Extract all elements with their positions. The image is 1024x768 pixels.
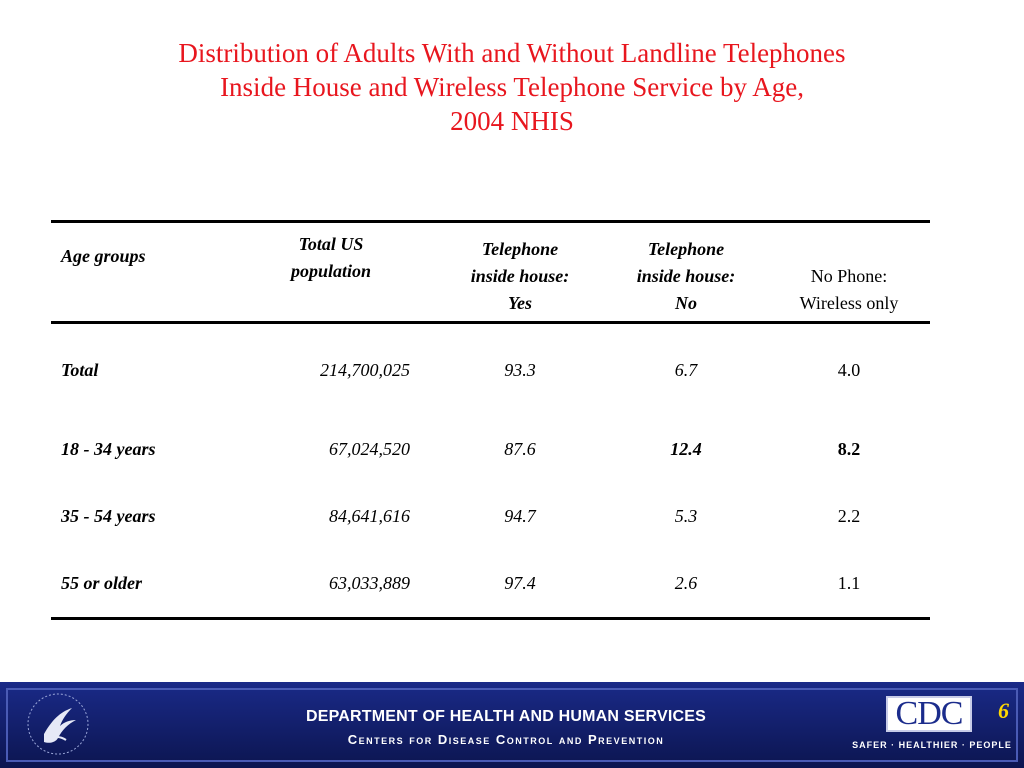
department-name: DEPARTMENT OF HEALTH AND HUMAN SERVICES <box>305 708 707 725</box>
table-row-total <box>51 323 930 417</box>
cdc-full-name: Centers for Disease Control and Prevention <box>347 732 665 747</box>
cell-population: 84,641,616 <box>329 506 410 526</box>
header-age-groups: Age groups <box>61 246 146 266</box>
cell-population: 63,033,889 <box>329 573 410 593</box>
header-no-phone-wireless: No Phone: Wireless only <box>799 266 899 313</box>
row-label: 55 or older <box>61 573 142 593</box>
title-line-2: Inside House and Wireless Telephone Service by Age, <box>220 72 804 102</box>
cell-telephone-no: 12.4 <box>670 439 702 459</box>
table-header-row <box>51 222 930 323</box>
cell-telephone-no: 6.7 <box>674 359 698 380</box>
slide-number: 6 <box>998 698 1009 723</box>
title-line-1: Distribution of Adults With and Without Landline Telephones <box>178 38 846 68</box>
cdc-logo-text: CDC <box>895 695 963 732</box>
cell-no-phone: 8.2 <box>837 439 861 459</box>
data-table-container <box>51 220 930 620</box>
header-telephone-no: Telephone inside house: No <box>636 239 736 313</box>
title-line-3: 2004 NHIS <box>450 106 574 136</box>
header-telephone-yes: Telephone inside house: Yes <box>470 239 570 313</box>
cell-no-phone: 4.0 <box>837 359 861 380</box>
cell-no-phone: 1.1 <box>837 573 861 593</box>
cell-telephone-yes: 94.7 <box>504 506 536 526</box>
data-table <box>51 220 930 620</box>
table-row-18-34 <box>51 416 930 483</box>
slide-title <box>40 36 984 138</box>
cell-no-phone: 2.2 <box>837 506 861 526</box>
cell-telephone-no: 2.6 <box>674 573 698 593</box>
cdc-tagline: SAFER · HEALTHIER · PEOPLE <box>852 740 1012 750</box>
cell-telephone-yes: 87.6 <box>504 439 536 459</box>
table-row-35-54 <box>51 483 930 550</box>
cell-telephone-yes: 97.4 <box>504 573 536 593</box>
cdc-logo <box>886 696 972 732</box>
footer-banner <box>0 682 1024 768</box>
table-row-55-older <box>51 550 930 619</box>
header-total-population: Total US population <box>290 234 372 281</box>
cell-telephone-yes: 93.3 <box>504 359 536 380</box>
row-label: 18 - 34 years <box>61 439 156 459</box>
cell-telephone-no: 5.3 <box>674 506 698 526</box>
row-label: 35 - 54 years <box>61 506 156 526</box>
cell-population: 67,024,520 <box>329 439 410 459</box>
cell-population: 214,700,025 <box>320 359 410 380</box>
row-label: Total <box>61 359 99 380</box>
